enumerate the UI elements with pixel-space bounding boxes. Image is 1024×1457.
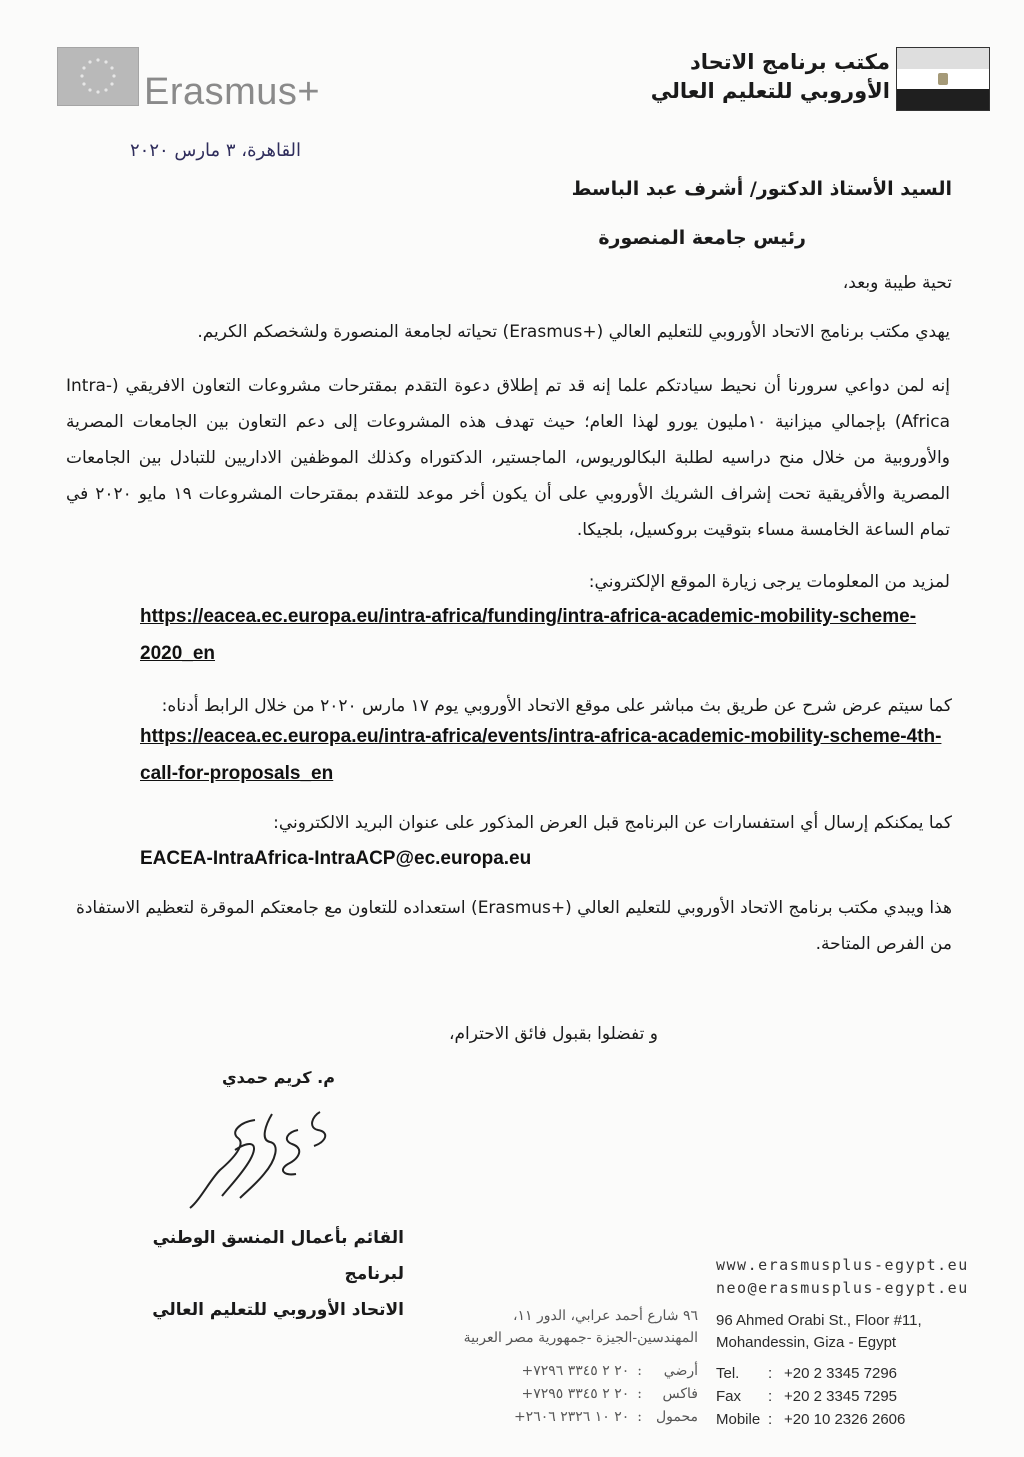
tel-label: Tel.: [716, 1365, 740, 1382]
recipient-name: السيد الأستاذ الدكتور/ أشرف عبد الباسط: [571, 178, 952, 200]
address-en-line2: Mohandessin, Giza - Egypt: [716, 1334, 897, 1351]
office-name-line2: الأوروبي للتعليم العالي: [650, 79, 890, 103]
closing-salutation: و تفضلوا بقبول فائق الاحترام،: [448, 1024, 658, 1044]
greeting: تحية طيبة وبعد،: [842, 273, 952, 293]
office-name-line1: مكتب برنامج الاتحاد: [689, 50, 890, 74]
footer-website-link[interactable]: www.erasmusplus-egypt.eu: [716, 1256, 969, 1274]
eagle-emblem-icon: [938, 73, 948, 85]
signatory-title-line1: القائم بأعمال المنسق الوطني لبرنامج: [152, 1228, 404, 1284]
signatory-title: [104, 1220, 404, 1328]
footer-email-link[interactable]: neo@erasmusplus-egypt.eu: [716, 1279, 969, 1297]
footer-address-ar: [418, 1305, 698, 1349]
address-ar-line1: ٩٦ شارع أحمد عرابي، الدور ١١،: [512, 1308, 698, 1324]
mobile-number: +20 10 2326 2606: [784, 1411, 906, 1428]
phone-row-mobile-ar: محمول : +٢٠ ١٠ ٢٣٢٦ ٢٦٠٦: [418, 1406, 698, 1429]
letter-date: القاهرة، ٣ مارس ٢٠٢٠: [130, 140, 302, 161]
fax-label: Fax: [716, 1388, 742, 1405]
footer-phones-ar: [418, 1360, 698, 1429]
signatory-name: م. كريم حمدي: [222, 1068, 335, 1087]
mobile-label: Mobile: [716, 1411, 761, 1428]
signatory-title-line2: الاتحاد الأوروبي للتعليم العالي: [152, 1300, 404, 1320]
mobile-ar-number: +٢٠ ١٠ ٢٣٢٦ ٢٦٠٦: [513, 1409, 630, 1425]
address-ar-line2: المهندسين-الجيزة -جمهورية مصر العربية: [463, 1330, 698, 1346]
footer-address-en: [716, 1310, 922, 1354]
address-en-line1: 96 Ahmed Orabi St., Floor #11,: [716, 1312, 922, 1329]
phone-row-mobile: Mobile : +20 10 2326 2606: [716, 1408, 905, 1431]
paragraph-webstream: كما سيتم عرض شرح عن طريق بث مباشر على موقع الاتحاد الأوروبي يوم ١٧ مارس ٢٠٢٠ من خلال الرابط أدناه:: [161, 696, 952, 716]
tel-ar-label: أرضي: [663, 1363, 698, 1379]
funding-link[interactable]: https://eacea.ec.europa.eu/intra-africa/funding/intra-africa-academic-mobility-scheme-2020_en: [140, 606, 917, 664]
tel-ar-number: +٢٠ ٢ ٣٣٤٥ ٧٢٩٦: [521, 1363, 630, 1379]
fax-number: +20 2 3345 7295: [784, 1388, 898, 1405]
fax-ar-label: فاكس: [662, 1386, 698, 1402]
phone-row-fax: Fax : +20 2 3345 7295: [716, 1385, 905, 1408]
phone-row-fax-ar: فاكس : +٢٠ ٢ ٣٣٤٥ ٧٢٩٥: [418, 1383, 698, 1406]
inquiry-email-link[interactable]: EACEA-IntraAfrica-IntraACP@ec.europa.eu: [140, 848, 532, 869]
phone-row-tel-ar: أرضي : +٢٠ ٢ ٣٣٤٥ ٧٢٩٦: [418, 1360, 698, 1383]
paragraph-call: إنه لمن دواعي سرورنا أن نحيط سيادتكم علما إنه قد تم إطلاق دعوة التقدم بمقترحات مشروعات التعاون الافريقي (Intra-Africa) بإجمالي ميزانية ١٠مليون يورو لهذا العام؛ حيث تهدف هذه المشروعات إلى دعم التعاون بين الجامعات المصرية والأوروبية من خلال منح دراسيه لطلبة البكالوريوس، الماجستير، الدكتوراه وكذلك الموظفين الاداريين للتبادل بين الجامعات المصرية والأفريقية تحت إشراف الشريك الأوروبي على أن يكون أخر موعد للتقدم بمقترحات المشروعات ١٩ مايو ٢٠٢٠ في تمام الساعة الخامسة مساء بتوقيت بروكسيل، بلجيكا.: [66, 376, 951, 540]
paragraph-intro: يهدي مكتب برنامج الاتحاد الأوروبي للتعليم العالي (+Erasmus) تحياته لجامعة المنصورة ولشخصكم الكريم.: [197, 322, 950, 342]
eu-flag-icon: [57, 47, 139, 106]
paragraph-closing-note: هذا ويبدي مكتب برنامج الاتحاد الأوروبي للتعليم العالي (+Erasmus) استعداده للتعاون مع جامعتكم الموقرة لتعظيم الاستفادة من الفرص المتاحة.: [75, 898, 952, 954]
office-name: [590, 48, 890, 106]
paragraph-more-info: لمزيد من المعلومات يرجى زيارة الموقع الإلكتروني:: [588, 572, 950, 592]
handwritten-signature: [180, 1100, 350, 1215]
mobile-ar-label: محمول: [655, 1409, 698, 1425]
footer-phones-en: [716, 1362, 905, 1431]
egypt-flag-icon: [896, 47, 990, 111]
recipient-title: رئيس جامعة المنصورة: [598, 227, 806, 249]
event-link[interactable]: https://eacea.ec.europa.eu/intra-africa/events/intra-africa-academic-mobility-scheme-4th-call-for-proposals_en: [140, 726, 942, 784]
paragraph-inquiries: كما يمكنكم إرسال أي استفسارات عن البرنامج قبل العرض المذكور على عنوان البريد الالكتروني:: [273, 813, 952, 833]
fax-ar-number: +٢٠ ٢ ٣٣٤٥ ٧٢٩٥: [521, 1386, 630, 1402]
phone-row-tel: Tel. : +20 2 3345 7296: [716, 1362, 905, 1385]
erasmus-logo-text: Erasmus+: [144, 71, 321, 113]
footer-web-contacts: [716, 1254, 969, 1300]
tel-number: +20 2 3345 7296: [784, 1365, 898, 1382]
